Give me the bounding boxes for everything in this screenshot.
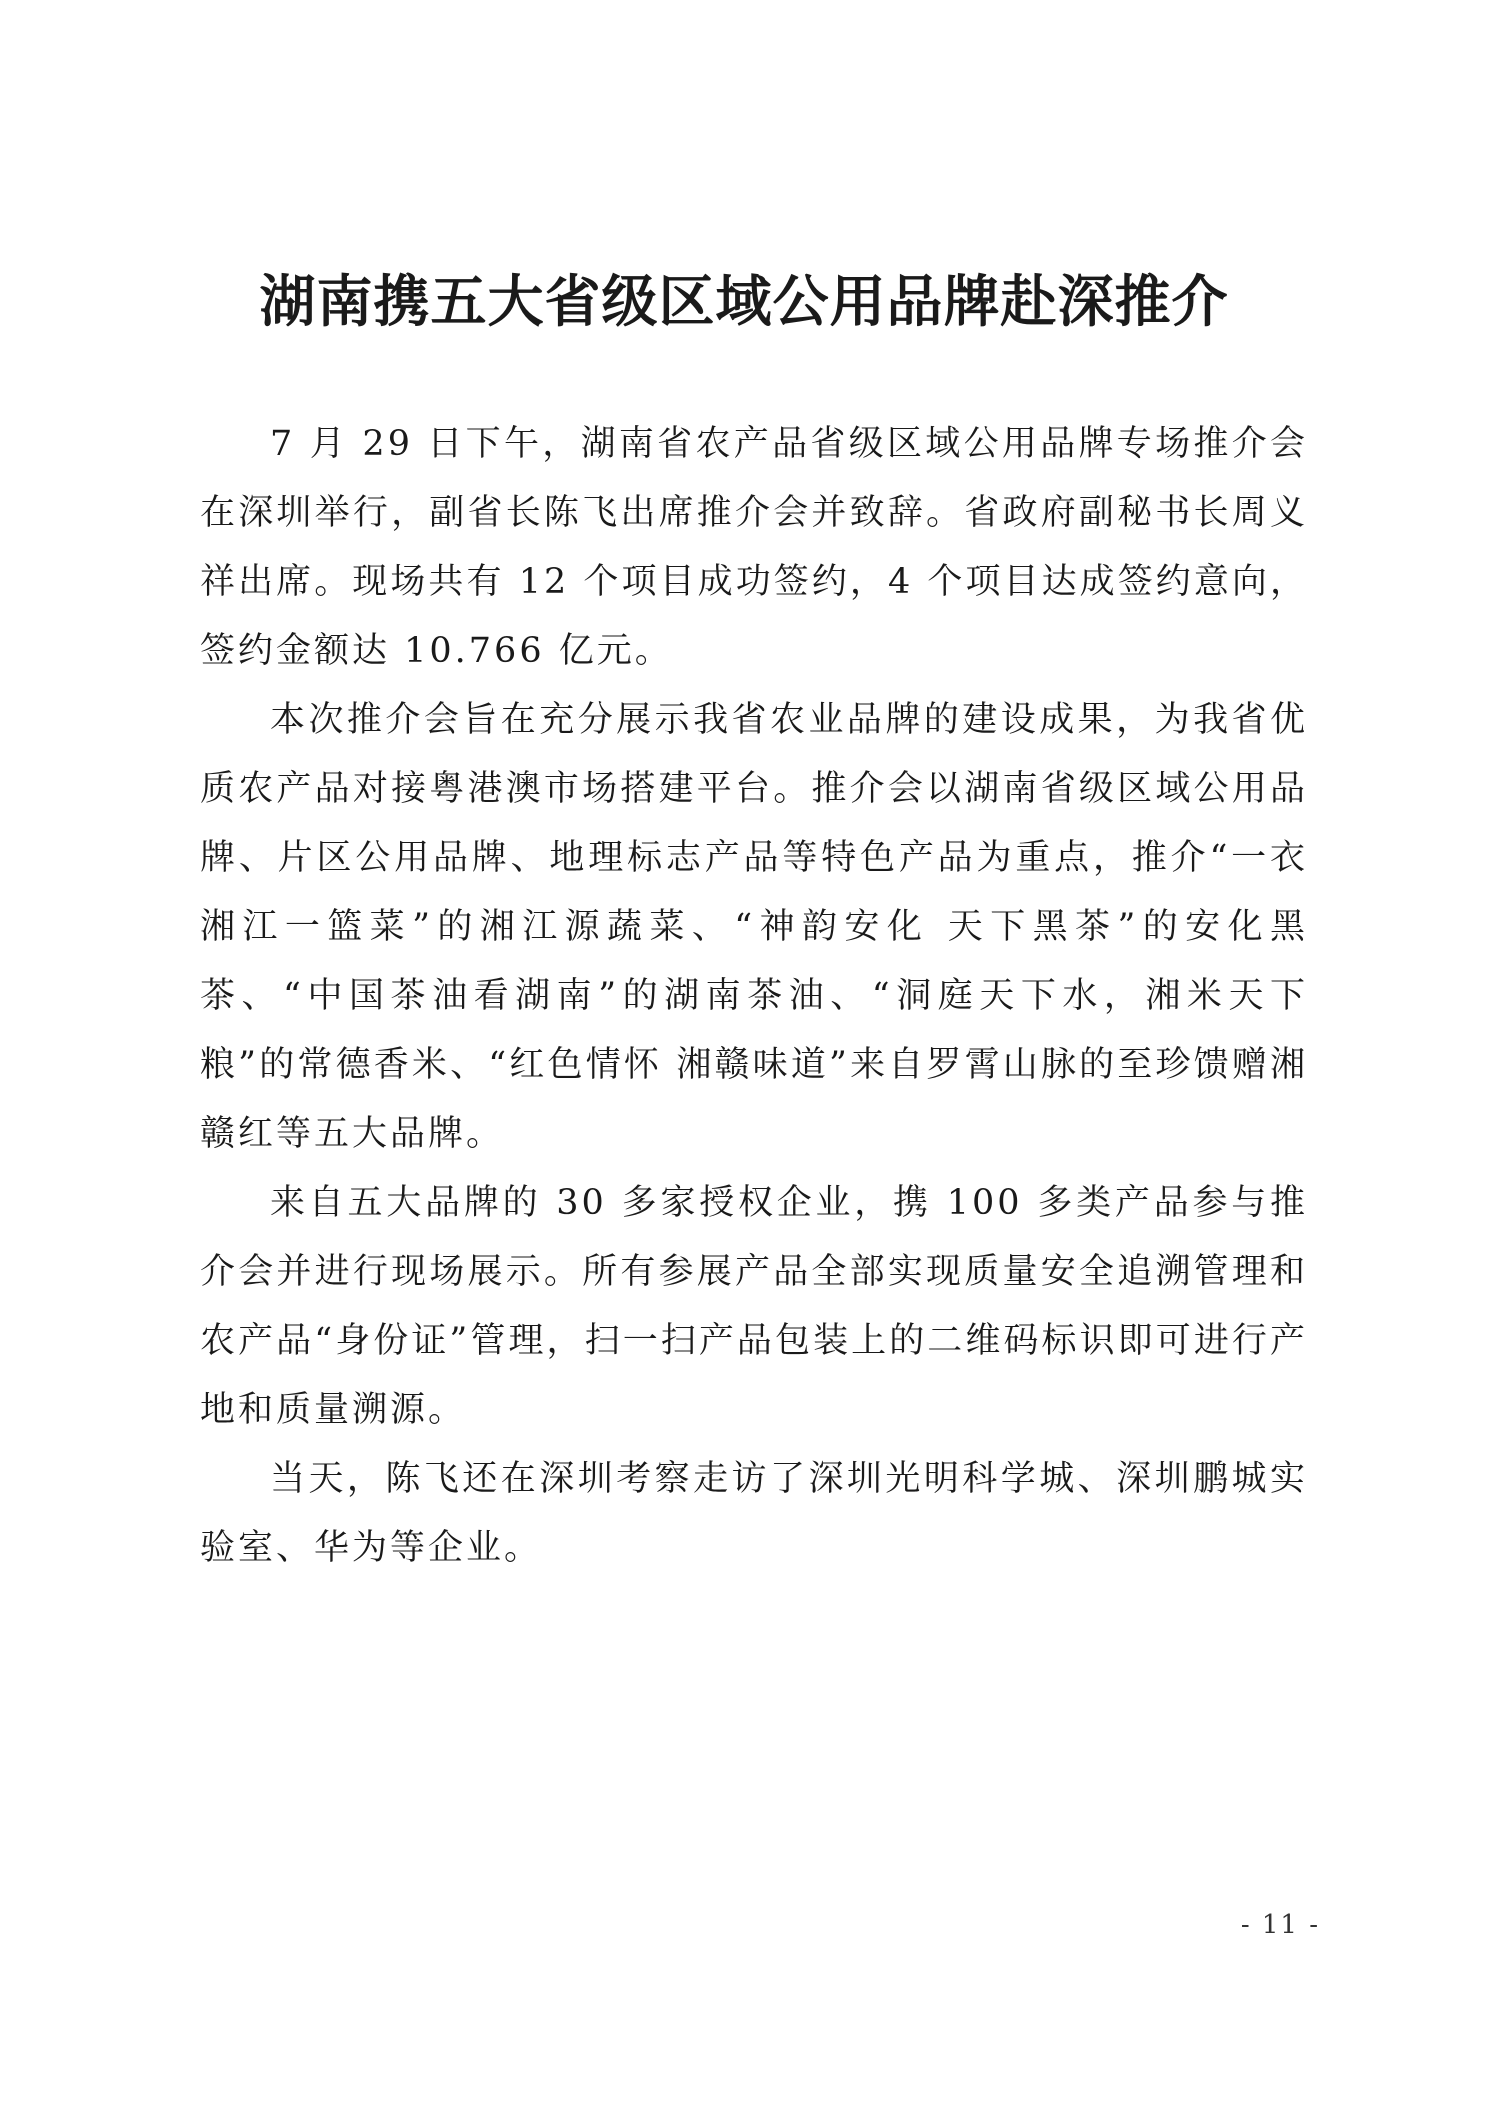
- paragraph-2: 本次推介会旨在充分展示我省农业品牌的建设成果，为我省优质农产品对接粤港澳市场搭建平台。推介会以湖南省级区域公用品牌、片区公用品牌、地理标志产品等特色产品为重点，推介“一衣湘江一篮菜”的湘江源蔬菜、“神韵安化 天下黑茶”的安化黑茶、“中国茶油看湖南”的湖南茶油、“洞庭天下水，湘米天下粮”的常德香米、“红色情怀 湘赣味道”来自罗霄山脉的至珍馈赠湘赣红等五大品牌。: [200, 700, 1308, 1154]
- article-title: 湖南携五大省级区域公用品牌赴深推介: [259, 269, 1229, 335]
- page-number: - 11 -: [1240, 1910, 1320, 1940]
- article-body: [200, 410, 1308, 1583]
- paragraph-3: 来自五大品牌的 30 多家授权企业，携 100 多类产品参与推介会并进行现场展示。所有参展产品全部实现质量安全追溯管理和农产品“身份证”管理，扫一扫产品包装上的二维码标识即可进行产地和质量溯源。: [200, 1183, 1308, 1430]
- paragraph-1: 7 月 29 日下午，湖南省农产品省级区域公用品牌专场推介会在深圳举行，副省长陈飞出席推介会并致辞。省政府副秘书长周义祥出席。现场共有 12 个项目成功签约，4 个项目达成签约意向，签约金额达 10.766 亿元。: [200, 424, 1308, 671]
- paragraph-4: 当天，陈飞还在深圳考察走访了深圳光明科学城、深圳鹏城实验室、华为等企业。: [200, 1459, 1308, 1568]
